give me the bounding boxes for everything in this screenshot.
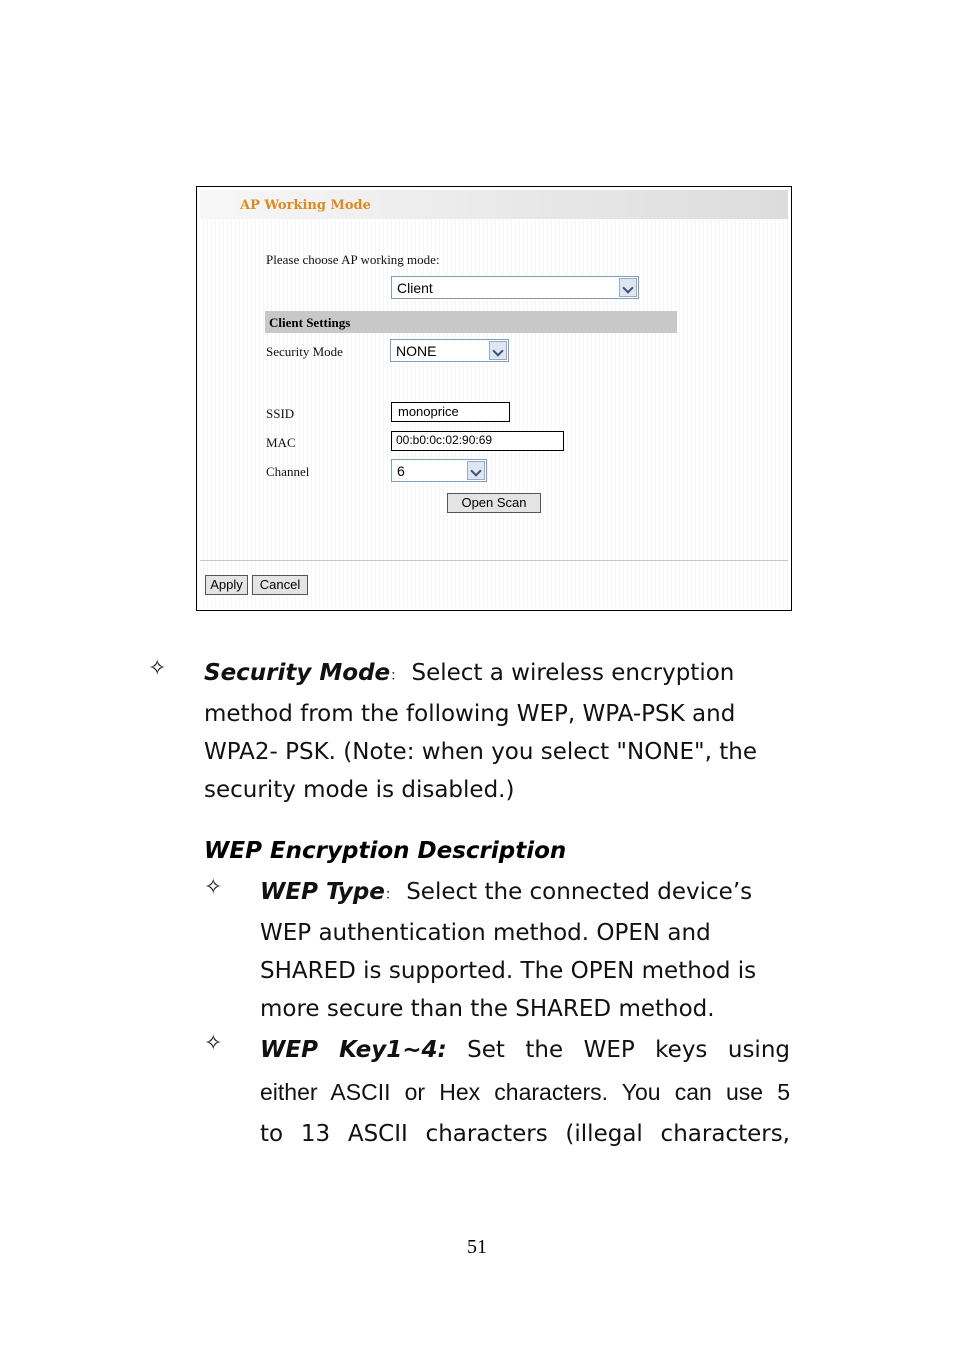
security-line-1 (204, 654, 804, 695)
ssid-input[interactable] (391, 402, 510, 422)
security-mode-select[interactable] (390, 339, 509, 362)
security-mode-paragraph (204, 654, 804, 809)
wep-heading: WEP Encryption Description (204, 838, 567, 864)
open-scan-button[interactable]: Open Scan (447, 493, 541, 513)
chevron-down-icon[interactable] (467, 461, 485, 480)
divider (200, 560, 788, 562)
security-line-4: security mode is disabled.) (204, 777, 515, 803)
ssid-label: SSID (266, 406, 295, 421)
wep-key-line-1 (260, 1029, 790, 1071)
wep-type-line-3: SHARED is supported. The OPEN method is (260, 958, 757, 984)
wep-type-line-4: more secure than the SHARED method. (260, 996, 715, 1022)
mac-label: MAC (266, 435, 296, 450)
page-number: 51 (467, 1236, 487, 1258)
ap-mode-value: Client (397, 280, 433, 296)
security-mode-label: Security Mode (266, 344, 343, 359)
mac-value: 00:b0:0c:02:90:69 (396, 433, 493, 447)
ssid-value: monoprice (398, 404, 459, 419)
mac-input[interactable] (391, 431, 564, 451)
panel-title: AP Working Mode (240, 198, 371, 213)
separator: ： (384, 887, 399, 903)
security-line-3: WPA2- PSK. (Note: when you select "NONE", the (204, 739, 757, 765)
chevron-down-icon[interactable] (619, 278, 637, 297)
security-text-1: Select a wireless encryption (411, 660, 735, 686)
channel-label: Channel (266, 464, 310, 479)
wep-key-line-3: to 13 ASCII characters (illegal characters, (260, 1121, 790, 1147)
bullet-icon: ✧ (204, 1031, 223, 1056)
wep-key-paragraph (260, 1029, 790, 1155)
section-title: Client Settings (269, 315, 351, 330)
wep-key-term: WEP Key1~4: (260, 1037, 447, 1063)
bullet-icon: ✧ (204, 875, 223, 900)
wep-key-line-2: either ASCII or Hex characters. You can use 5 (260, 1079, 790, 1105)
chevron-down-icon[interactable] (489, 341, 507, 360)
security-mode-term: Security Mode (204, 660, 391, 686)
cancel-button[interactable]: Cancel (252, 575, 308, 595)
apply-button[interactable]: Apply (205, 575, 248, 595)
wep-type-line-2: WEP authentication method. OPEN and (260, 920, 711, 946)
client-settings-bar (265, 311, 677, 333)
channel-select[interactable] (391, 459, 487, 482)
bullet-icon: ✧ (148, 656, 167, 681)
security-line-2: method from the following WEP, WPA-PSK and (204, 701, 736, 727)
wep-key-text-1: Set the WEP keys using (467, 1037, 790, 1063)
router-screenshot (196, 186, 792, 611)
wep-type-text-1: Select the connected device’s (406, 879, 753, 905)
separator: ： (390, 668, 405, 684)
ap-mode-select[interactable] (391, 276, 639, 299)
wep-type-paragraph (260, 873, 800, 1028)
wep-type-line-1 (260, 873, 800, 914)
wep-type-term: WEP Type (260, 879, 385, 905)
router-page (200, 190, 788, 607)
security-mode-value: NONE (396, 343, 437, 359)
channel-value: 6 (397, 463, 405, 479)
mode-prompt: Please choose AP working mode: (266, 252, 440, 267)
panel-header (200, 190, 788, 219)
